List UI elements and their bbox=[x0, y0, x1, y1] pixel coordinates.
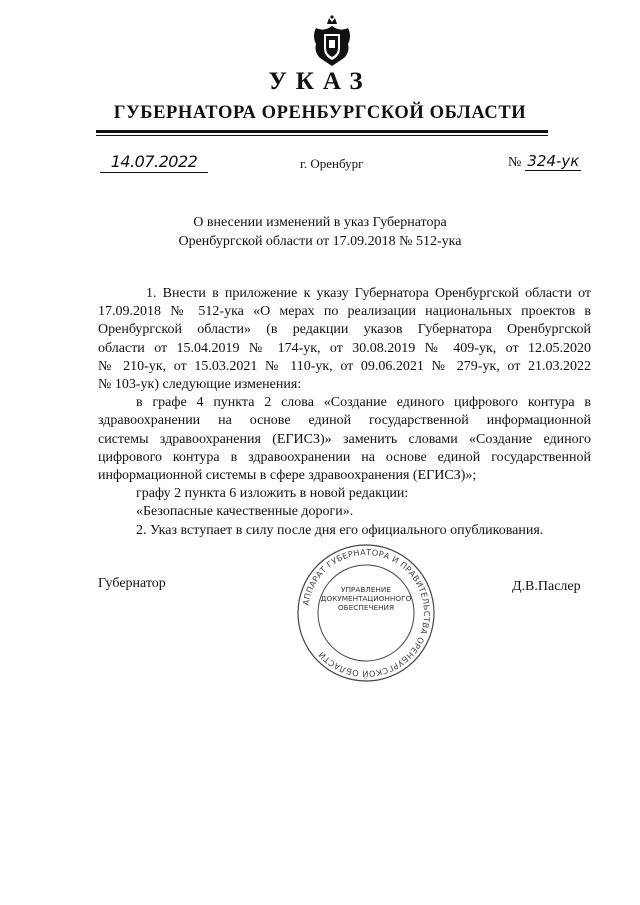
paragraph-5: 2. Указ вступает в силу после дня его официального опубликования. bbox=[136, 522, 544, 538]
paragraph-1-continued bbox=[98, 303, 591, 321]
heading-line-1: О внесении изменений в указ Губернатора bbox=[193, 215, 447, 230]
paragraph-2-line-4 bbox=[98, 449, 591, 467]
paragraph-2-line-5 bbox=[98, 467, 591, 485]
decree-heading bbox=[120, 213, 520, 251]
heading-line-2: Оренбургской области от 17.09.2018 № 512-ука bbox=[178, 234, 462, 249]
text-line: 17.09.2018 № 512-ука «О мерах по реализации национальных проектов в bbox=[98, 304, 591, 320]
stamp-line-1: УПРАВЛЕНИЕ bbox=[341, 585, 391, 594]
decree-date: 14.07.2022 bbox=[100, 152, 208, 173]
stamp-line-2: ДОКУМЕНТАЦИОННОГО bbox=[320, 594, 412, 603]
paragraph-2-line-2 bbox=[98, 412, 591, 430]
decree-body bbox=[98, 285, 591, 540]
paragraph-3: графу 2 пункта 6 изложить в новой редакции: bbox=[136, 486, 409, 502]
text-line: 1. Внести в приложение к указу Губернатора Оренбургской области от bbox=[146, 286, 591, 301]
signer-name: Д.В.Паслер bbox=[512, 579, 581, 594]
text-line: области от 15.04.2019 № 174-ук, от 30.08.2019 № 409-ук, от 12.05.2020 bbox=[98, 340, 591, 356]
paragraph-2-line-3 bbox=[98, 431, 591, 449]
paragraph-1-line-6 bbox=[98, 376, 591, 394]
signer-position: Губернатор bbox=[98, 576, 166, 591]
issuer-title: ГУБЕРНАТОРА ОРЕНБУРГСКОЙ ОБЛАСТИ bbox=[113, 103, 527, 123]
number-sign: № bbox=[508, 155, 522, 170]
coat-of-arms-icon bbox=[310, 14, 354, 68]
text-line: системы здравоохранения (ЕГИСЗ)» заменить словами «Создание единого bbox=[98, 431, 591, 447]
header-divider-thick bbox=[96, 130, 548, 133]
decree-number bbox=[508, 151, 581, 173]
paragraph-1-line-4 bbox=[98, 340, 591, 358]
text-line: информационной системы в сфере здравоохранения (ЕГИСЗ)»; bbox=[98, 468, 477, 484]
stamp-line-3: ОБЕСПЕЧЕНИЯ bbox=[337, 603, 395, 612]
stamp-center-text bbox=[316, 585, 416, 612]
paragraph-4: «Безопасные качественные дороги». bbox=[136, 504, 354, 520]
decree-number-value: 324-ук bbox=[527, 152, 580, 170]
text-line: Оренбургской области» (в редакции указов Губернатора Оренбургской bbox=[98, 322, 591, 338]
stamp-ring-text: АППАРАТ ГУБЕРНАТОРА И ПРАВИТЕЛЬСТВА ОРЕНБУРГСКОЙ ОБЛАСТИ bbox=[300, 546, 433, 680]
text-line: цифрового контура в здравоохранении на основе единой государственной bbox=[98, 449, 591, 465]
text-line: № 210-ук, от 15.03.2021 № 110-ук, от 09.06.2021 № 279-ук, от 21.03.2022 bbox=[98, 358, 591, 374]
paragraph-2 bbox=[98, 394, 591, 412]
official-stamp-icon bbox=[296, 543, 436, 683]
svg-text:АППАРАТ ГУБЕРНАТОРА И ПРАВИТЕЛ bbox=[301, 547, 433, 680]
paragraph-1-line-3 bbox=[98, 321, 591, 339]
text-line: здравоохранении на основе единой государственной информационной bbox=[98, 413, 591, 429]
text-line: № 103-ук) следующие изменения: bbox=[98, 377, 302, 393]
paragraph-1-line-5 bbox=[98, 358, 591, 376]
header-divider-thin bbox=[96, 135, 548, 136]
decree-city: г. Оренбург bbox=[300, 156, 364, 171]
paragraph-1 bbox=[98, 285, 591, 303]
document-type-title: УКАЗ bbox=[268, 68, 372, 95]
text-line: в графе 4 пункта 2 слова «Создание единого цифрового контура в bbox=[136, 395, 591, 411]
